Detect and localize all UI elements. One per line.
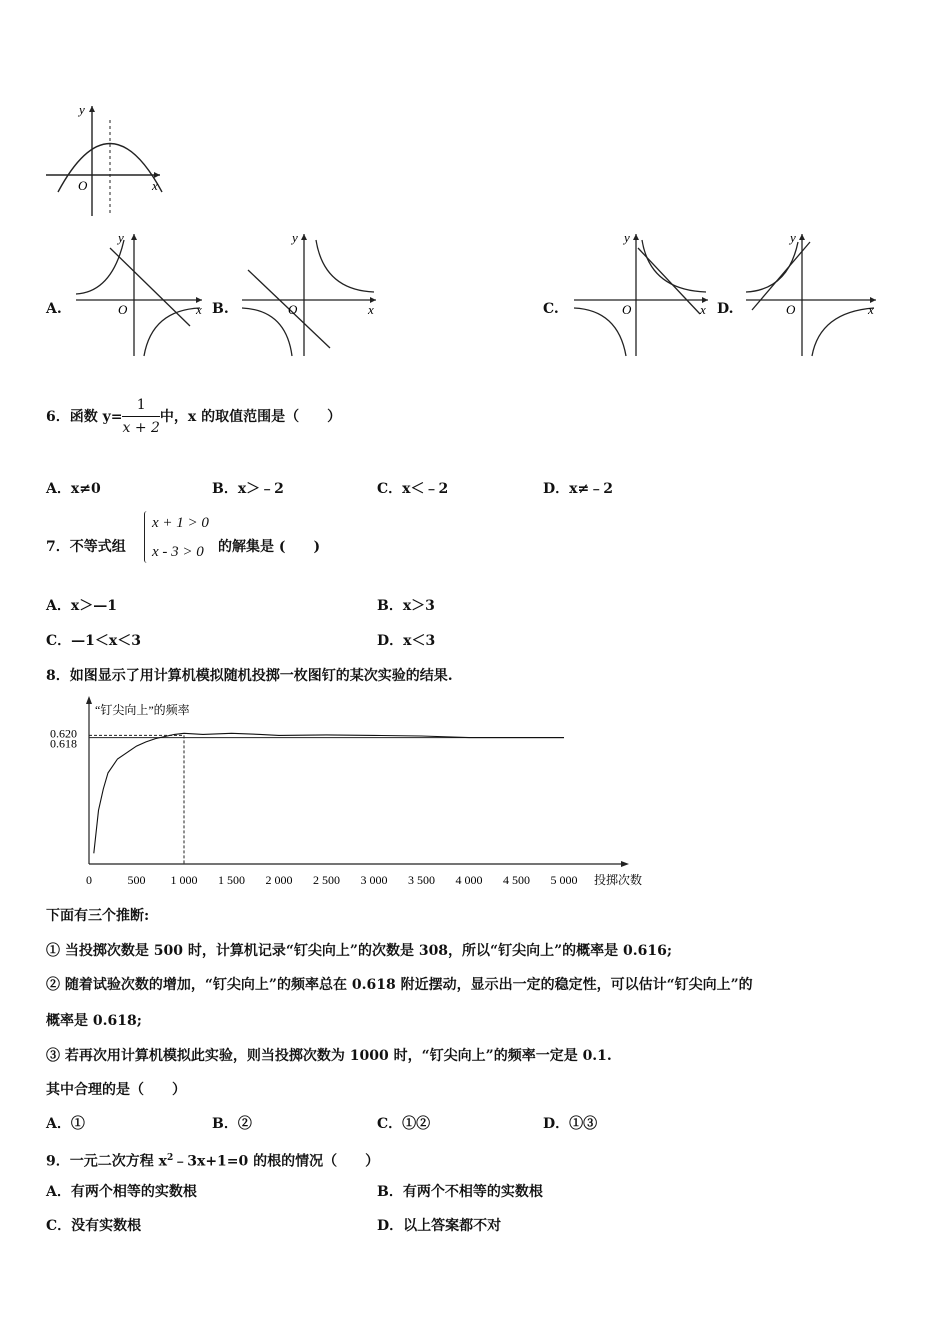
q7-ineq-2: x - 3 > 0 bbox=[152, 544, 204, 560]
q6-option-b[interactable]: B．x＞﹣2 bbox=[212, 481, 284, 497]
q8-statement-2a: ② 随着试验次数的增加，“钉尖向上”的频率总在 0.618 附近摆动，显示出一定的稳定性，可以估计“钉尖向上”的 bbox=[46, 977, 753, 993]
q8-option-a[interactable]: A．① bbox=[46, 1116, 85, 1132]
q9-option-b[interactable]: B．有两个不相等的实数根 bbox=[377, 1184, 543, 1200]
q8-title: 8．如图显示了用计算机模拟随机投掷一枚图钉的某次实验的结果. bbox=[46, 668, 453, 684]
x-tick-label: 3 500 bbox=[408, 873, 435, 887]
option-d-graph bbox=[742, 230, 880, 358]
q8-option-c[interactable]: C．①② bbox=[377, 1116, 431, 1132]
option-a-graph bbox=[72, 230, 206, 358]
x-tick-label: 2 000 bbox=[265, 873, 293, 887]
svg-text:y: y bbox=[790, 230, 796, 245]
option-b-graph bbox=[238, 230, 380, 358]
q7-option-b[interactable]: B．x＞3 bbox=[377, 598, 435, 614]
parabola-graph bbox=[44, 100, 164, 218]
frequency-chart bbox=[44, 696, 664, 892]
q8-option-d[interactable]: D．①③ bbox=[543, 1116, 598, 1132]
q6-option-d[interactable]: D．x≠﹣2 bbox=[543, 481, 613, 497]
origin-label: O bbox=[78, 178, 88, 193]
q8-statement-3: ③ 若再次用计算机模拟此实验，则当投掷次数为 1000 时，“钉尖向上”的频率一定是 0.1. bbox=[46, 1048, 612, 1064]
q8-statement-2b: 概率是 0.618; bbox=[46, 1013, 142, 1029]
svg-text:y: y bbox=[292, 230, 298, 245]
q8-intro: 下面有三个推断: bbox=[46, 908, 150, 924]
svg-text:x: x bbox=[196, 302, 202, 317]
y-tick-label: 0.618 bbox=[50, 736, 77, 751]
svg-text:y: y bbox=[118, 230, 124, 245]
x-tick-group bbox=[86, 873, 578, 887]
option-d-label: D. bbox=[717, 301, 734, 317]
q7-option-a[interactable]: A．x＞—1 bbox=[46, 598, 117, 614]
chart-title: “钉尖向上”的频率 bbox=[95, 703, 190, 717]
svg-text:O: O bbox=[786, 302, 796, 317]
svg-text:x: x bbox=[700, 302, 706, 317]
q8-question: 其中合理的是（ ） bbox=[46, 1082, 186, 1098]
frequency-series-line bbox=[94, 733, 564, 853]
x-tick-label: 3 000 bbox=[360, 873, 388, 887]
q9-option-a[interactable]: A．有两个相等的实数根 bbox=[46, 1184, 197, 1200]
x-tick-label: 1 500 bbox=[218, 873, 245, 887]
x-tick-label: 500 bbox=[127, 873, 146, 887]
q7-brace bbox=[144, 511, 147, 563]
x-tick-label: 4 000 bbox=[455, 873, 483, 887]
svg-text:O: O bbox=[288, 302, 298, 317]
chart-x-label: 投掷次数 bbox=[594, 873, 643, 887]
q7-option-c[interactable]: C．—1＜x＜3 bbox=[46, 633, 141, 649]
q6-stem: 6．函数 y= $\frac{1}{x + 2}$ 中，x 的取值范围是（ ） bbox=[46, 397, 342, 436]
q7-prefix: 7．不等式组 bbox=[46, 539, 126, 555]
q9-option-d[interactable]: D．以上答案都不对 bbox=[377, 1218, 502, 1234]
q9-stem: 9．一元二次方程 $x^2﹣3x+1=0$ 的根的情况（ ） bbox=[46, 1153, 380, 1170]
q9-option-c[interactable]: C．没有实数根 bbox=[46, 1218, 142, 1234]
x-label: x bbox=[152, 178, 158, 193]
q6-option-c[interactable]: C．x＜﹣2 bbox=[377, 481, 449, 497]
chart-y-arrow bbox=[86, 696, 92, 704]
q6-option-a[interactable]: A．x≠0 bbox=[46, 481, 101, 497]
x-tick-label: 1 000 bbox=[170, 873, 198, 887]
svg-text:O: O bbox=[118, 302, 128, 317]
y-label: y bbox=[79, 102, 85, 117]
x-tick-label: 2 500 bbox=[313, 873, 340, 887]
q6-fraction: $\frac{1}{x + 2}$ bbox=[122, 397, 160, 436]
x-tick-label: 0 bbox=[86, 873, 92, 887]
x-tick-label: 5 000 bbox=[550, 873, 578, 887]
svg-text:x: x bbox=[868, 302, 874, 317]
svg-text:O: O bbox=[622, 302, 632, 317]
option-c-label: C. bbox=[543, 301, 559, 317]
svg-text:y: y bbox=[624, 230, 630, 245]
chart-x-arrow bbox=[621, 861, 629, 867]
q8-option-b[interactable]: B．② bbox=[212, 1116, 252, 1132]
q8-statement-1: ① 当投掷次数是 500 时，计算机记录“钉尖向上”的次数是 308，所以“钉尖向上”的概率是 0.616; bbox=[46, 943, 673, 959]
q7-ineq-1: x + 1 > 0 bbox=[152, 515, 209, 531]
option-b-label: B. bbox=[212, 301, 229, 317]
svg-text:x: x bbox=[368, 302, 374, 317]
q7-option-d[interactable]: D．x＜3 bbox=[377, 633, 436, 649]
q7-suffix: 的解集是 ( ) bbox=[218, 539, 321, 555]
option-c-graph bbox=[570, 230, 712, 358]
y-tick-label: 0.620 bbox=[50, 726, 77, 741]
option-a-label: A. bbox=[46, 301, 62, 317]
x-tick-label: 4 500 bbox=[503, 873, 530, 887]
